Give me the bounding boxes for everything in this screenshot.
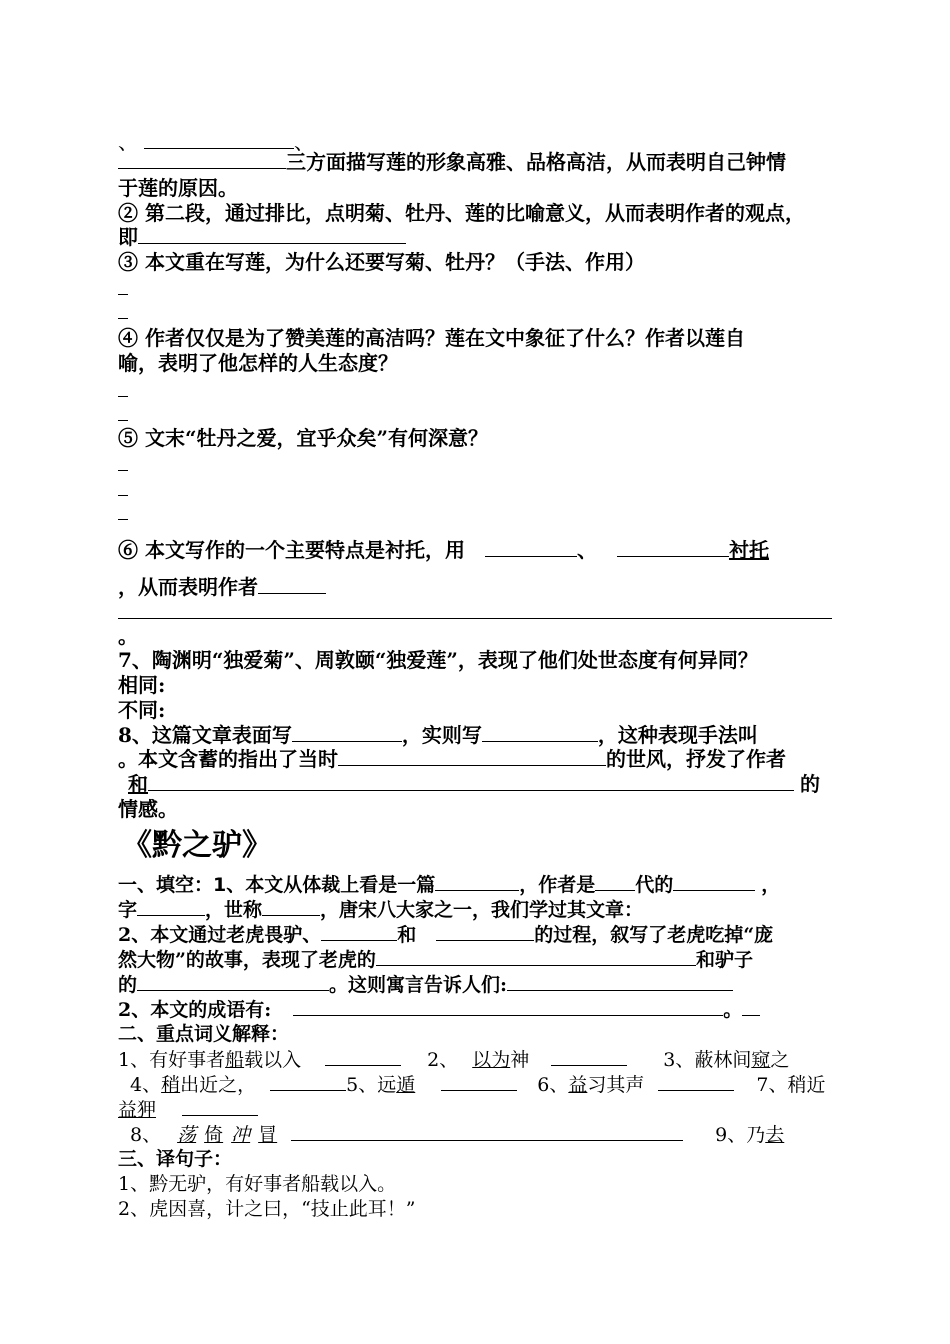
answer-line[interactable] [118,318,128,319]
question-text: 情感。 [118,797,178,821]
vocab-text: 习其声 [587,1074,645,1096]
answer-blank[interactable] [293,997,723,1016]
question-text: 。本文含蓄的指出了当时 [118,747,338,771]
question-line [118,201,805,225]
vocab-text: 4、 [130,1074,162,1096]
vocab-key: 去 [765,1124,785,1146]
question-line [118,947,753,972]
punct: 、 [576,538,597,562]
answer-line[interactable] [118,519,128,520]
vocab-text: 8、 [130,1124,162,1146]
punct: ， [761,874,781,896]
translate-sentence: 1、黔无驴，有好事者船载以入。 [118,1173,397,1195]
question-line [118,426,488,450]
question-line [118,575,326,599]
section-label: 三、译句子： [118,1148,233,1170]
question-text: 和驴子 [695,949,753,971]
question-text: ，唐宋八大家之一，我们学过其文章： [320,899,644,921]
vocab-text: 6、 [537,1074,569,1096]
question-line [118,351,398,375]
question-line [118,972,733,997]
question-text: 2、本文通过老虎畏驴、 [118,924,322,946]
question-line [118,872,780,897]
answer-blank[interactable] [321,922,397,941]
answer-line[interactable] [118,294,128,295]
answer-blank[interactable] [182,1097,258,1116]
vocab-key: 益 [568,1074,588,1096]
answer-blank[interactable] [270,1072,346,1091]
question-text: 和 [128,772,148,796]
punct: 、 [118,130,138,154]
question-text: 的世风，抒发了作者 [606,747,786,771]
question-text: ，这种表现手法叫 [597,723,758,747]
vocab-key: 以为 [472,1049,511,1071]
section-label: 二、重点词义解释： [118,1023,290,1045]
question-line [118,673,165,697]
answer-blank[interactable] [148,772,794,791]
question-text: ，实则写 [401,723,482,747]
question-line [118,922,773,947]
answer-blank[interactable] [325,1047,401,1066]
question-line [118,538,769,562]
answer-blank[interactable] [338,747,606,766]
answer-blank[interactable] [292,723,402,742]
question-line [118,250,645,274]
answer-line[interactable] [118,420,128,421]
question-text: 衬托 [728,538,769,562]
question-text: ⑥ 本文写作的一个主要特点是衬托，用 [118,538,465,562]
question-text: ② 第二段，通过排比，点明菊、牡丹、莲的比喻意义，从而表明作者的观点， [118,201,805,225]
question-line [118,698,165,722]
section-label: 一、填空： [118,874,214,896]
vocab-text: 神 [510,1049,530,1071]
answer-blank[interactable] [137,972,329,991]
question-text: 7、陶渊明“独爱菊”、周敦颐“独爱莲”，表现了他们处世态度有何异同？ [118,648,758,672]
question-text: 代的 [635,874,674,896]
vocab-key: 益狎 [118,1099,157,1121]
answer-blank[interactable] [485,538,577,557]
question-line [118,225,406,249]
question-text: 8、这篇文章表面写 [118,723,292,747]
vocab-key: 遁 [396,1074,416,1096]
vocab-key: 冲 [231,1124,251,1146]
vocab-text: 1、有好事者 [118,1049,226,1071]
answer-line[interactable] [118,396,128,397]
vocab-text: 载以入 [244,1049,302,1071]
translate-sentence: 2、虎因喜，计之曰，“技止此耳！” [118,1198,416,1220]
answer-blank[interactable] [658,1072,734,1091]
punct: 。 [723,999,743,1021]
question-line [118,723,758,747]
question-line [118,326,745,350]
question-text: ，从而表明作者 [118,575,258,599]
answer-blank[interactable] [376,947,696,966]
vocab-row [118,1097,258,1122]
question-text: 的 [118,974,138,996]
vocab-key: 冒 [258,1124,278,1146]
answer-line[interactable] [118,495,128,496]
question-text: 字 [118,899,138,921]
question-line [118,624,138,648]
vocab-text: 5、远 [346,1074,397,1096]
answer-blank[interactable] [436,922,534,941]
question-text: 1、本文从体裁上看是一篇 [213,874,436,896]
question-text: ，世称 [205,899,263,921]
vocab-key: 窥 [751,1049,771,1071]
question-text: 于莲的原因。 [118,176,238,200]
question-text: 然大物”的故事，表现了老虎的 [118,949,376,971]
question-line [118,176,238,200]
punct: 。 [118,624,138,648]
answer-blank[interactable] [482,723,598,742]
question-text: 三方面描写莲的形象高雅、品格高洁，从而表明自己钟情 [286,150,786,174]
vocab-key: 船 [225,1049,245,1071]
question-text: ④ 作者仅仅是为了赞美莲的高洁吗？莲在文中象征了什么？作者以莲自 [118,326,745,350]
answer-blank[interactable] [144,130,294,149]
answer-blank[interactable] [435,872,519,891]
answer-blank[interactable] [595,872,635,891]
question-text: 的过程，叙写了老虎吃掉“庞 [534,924,774,946]
vocab-row [130,1122,784,1147]
question-line [118,797,178,821]
question-text: 和 [397,924,417,946]
question-text: 喻，表明了他怎样的人生态度？ [118,351,398,375]
question-text: 即 [118,225,138,249]
answer-blank[interactable] [258,575,326,594]
question-line [118,150,786,174]
question-text: 2、本文的成语有: [118,999,272,1021]
question-line [118,648,758,672]
question-text: ，作者是 [519,874,596,896]
question-text: 。这则寓言告诉人们: [329,974,508,996]
answer-blank[interactable] [507,972,733,991]
answer-line[interactable] [118,470,128,471]
vocab-text: 7、稍近 [756,1074,826,1096]
question-text: 的 [800,772,820,796]
section-title: 《黔之驴》 [122,828,272,863]
vocab-row [118,1047,789,1072]
answer-blank[interactable] [262,897,320,916]
answer-blank[interactable] [291,1122,683,1141]
vocab-text: 3、蔽林间 [663,1049,752,1071]
question-text: ③ 本文重在写莲，为什么还要写菊、牡丹？（手法、作用） [118,250,645,274]
vocab-key: 倚 [204,1124,224,1146]
vocab-text: 2、 [427,1049,459,1071]
vocab-text: 出近之， [180,1074,257,1096]
vocab-row [130,1072,825,1097]
answer-blank[interactable] [742,997,760,1016]
question-line [118,997,760,1022]
answer-blank[interactable] [118,150,286,169]
vocab-text: 之 [770,1049,790,1071]
answer-blank[interactable] [617,538,729,557]
answer-blank[interactable] [138,225,406,244]
vocab-key: 稍 [161,1074,181,1096]
answer-line[interactable] [118,618,832,619]
question-text: 相同: [118,673,166,697]
question-line [118,897,643,922]
answer-blank[interactable] [137,897,205,916]
question-line [118,772,820,796]
answer-blank[interactable] [673,872,755,891]
question-text: 不同: [118,698,166,722]
question-text: ⑤ 文末“牡丹之爱，宜乎众矣”有何深意？ [118,426,488,450]
answer-blank[interactable] [441,1072,517,1091]
answer-blank[interactable] [551,1047,627,1066]
punct: 、 [294,130,314,154]
question-line [118,747,786,771]
vocab-text: 9、乃 [715,1124,766,1146]
vocab-key: 荡 [177,1124,197,1146]
